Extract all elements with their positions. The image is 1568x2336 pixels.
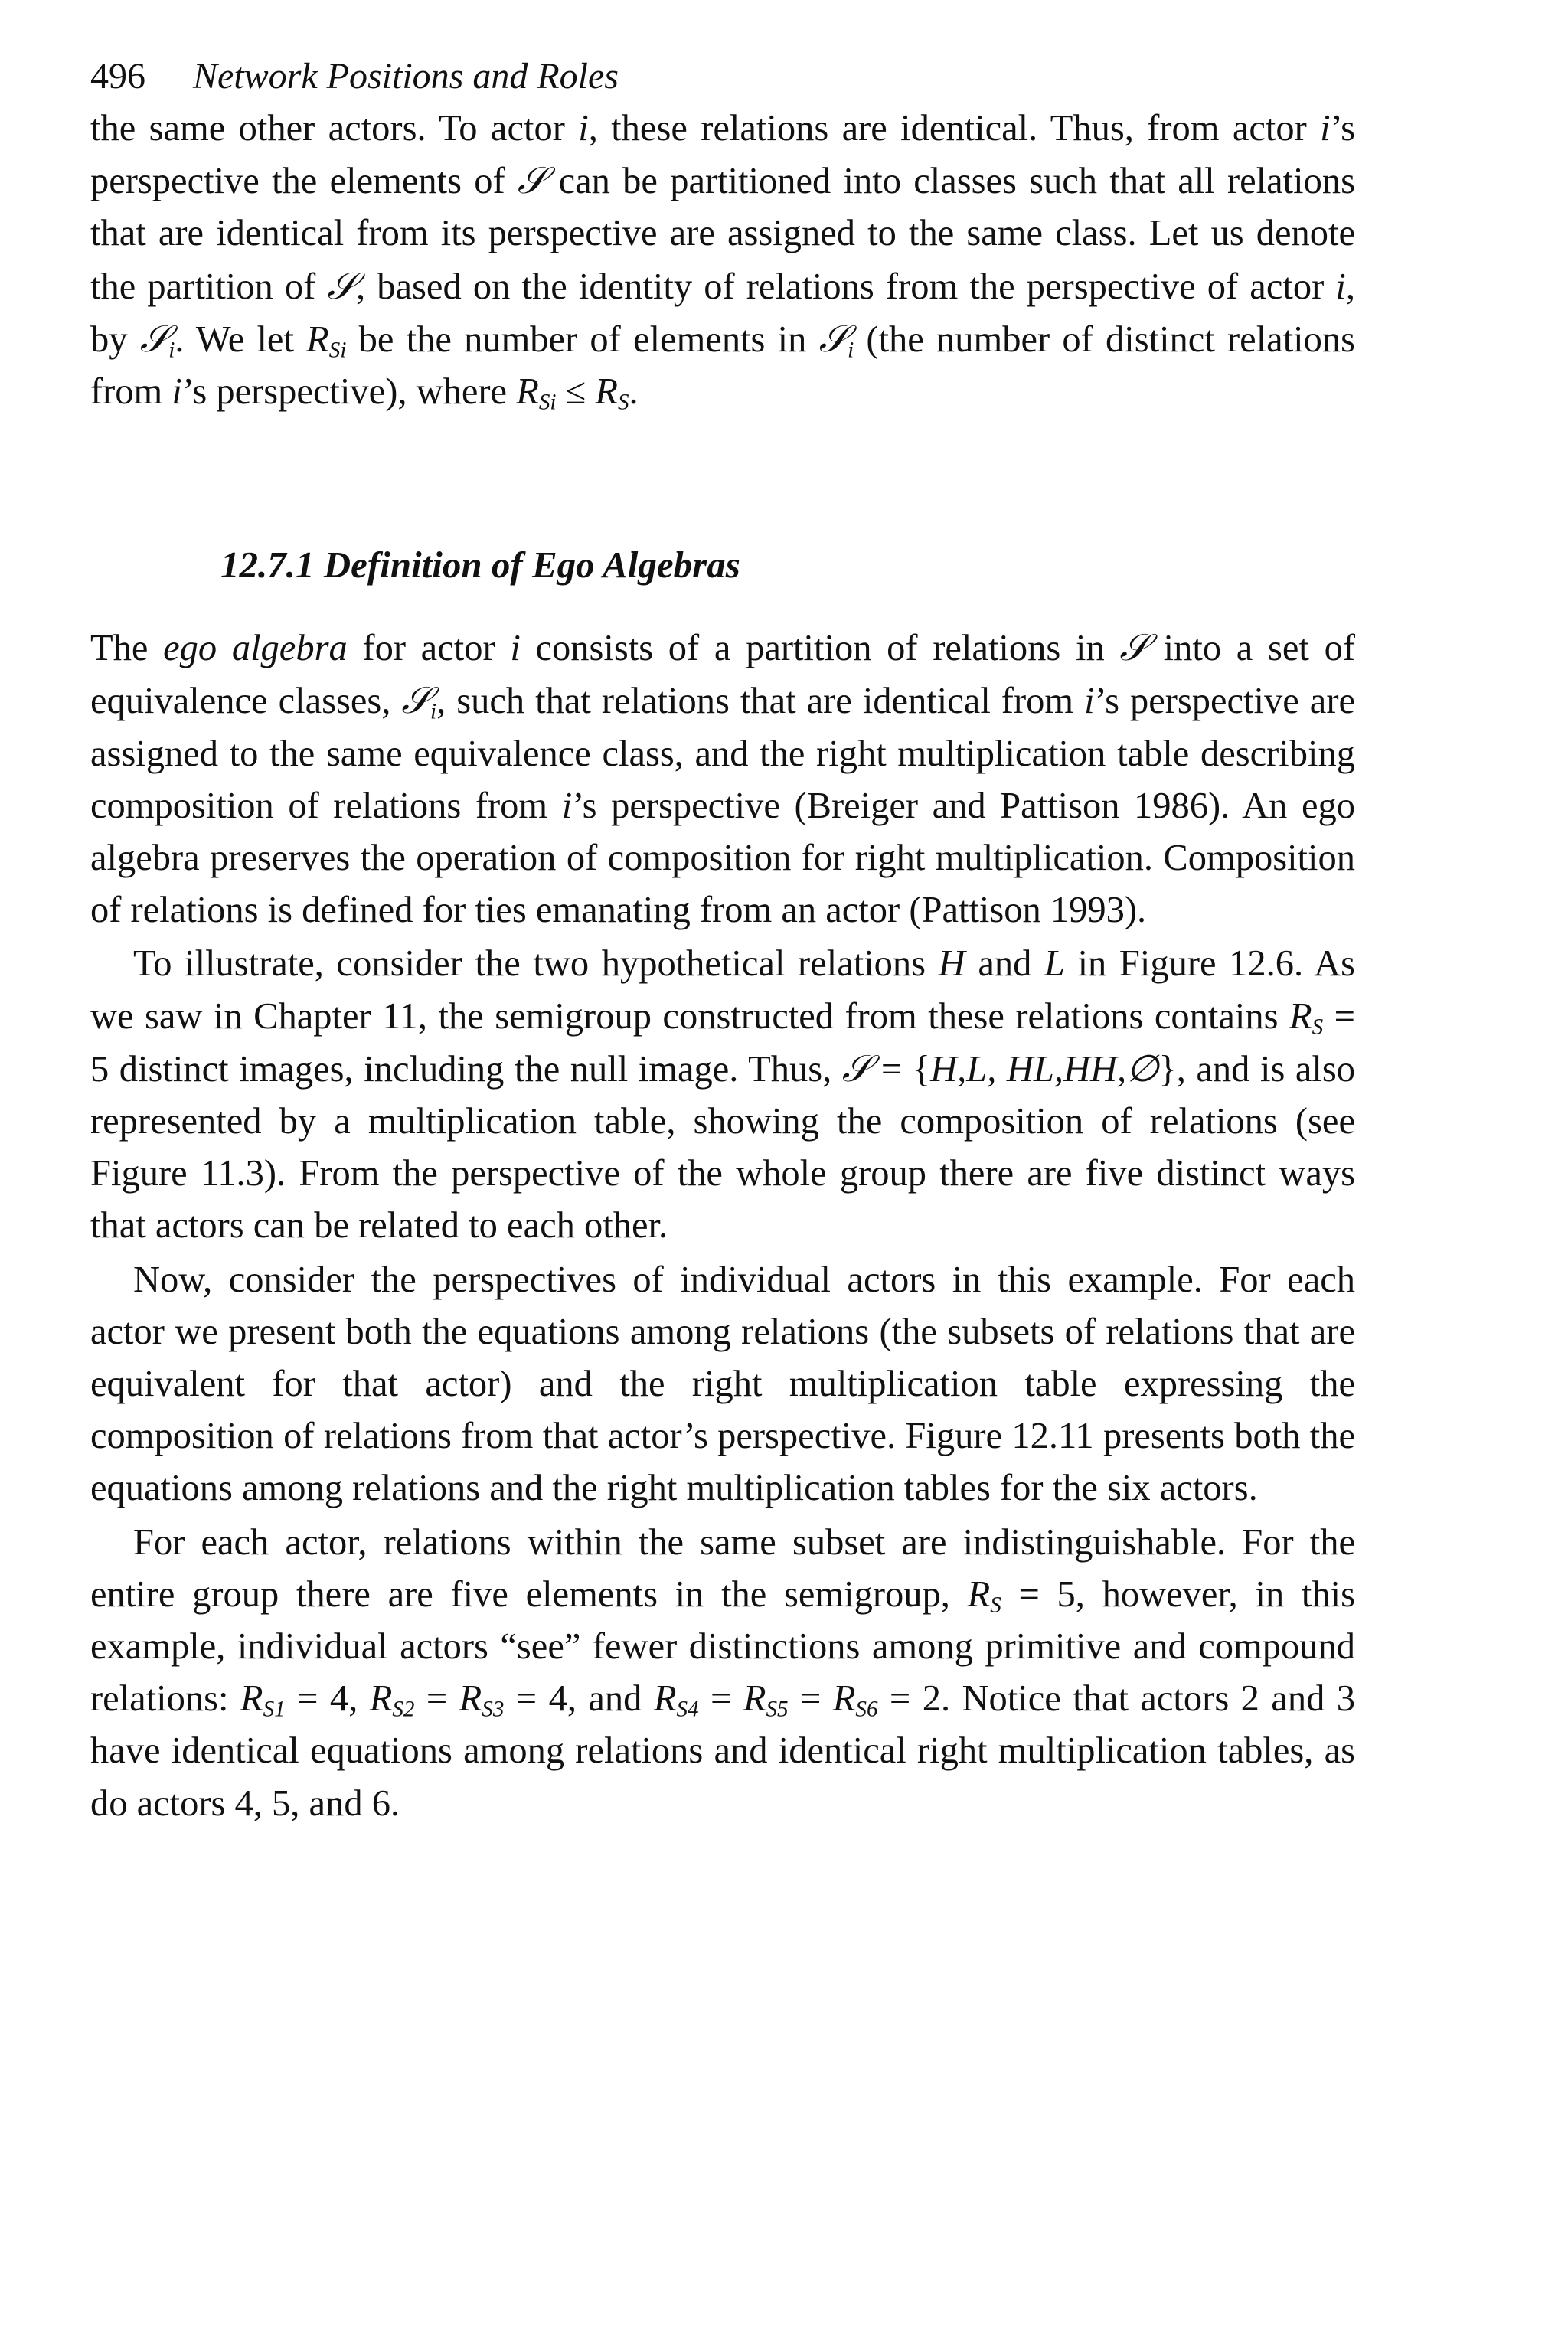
script-s-symbol: 𝒮 (327, 264, 356, 308)
paragraph-continuation: the same other actors. To actor i, these relations are identical. Thus, from actor i’s perspective the elements of 𝒮 can be partitioned into classes such that all relations that are identical from its perspective are assigned to the same class. Let us denote the partition of 𝒮, based on the identity of relations from the perspective of actor i, by 𝒮$_i$. We let $R_{Si}$ be the number of elements in 𝒮$_i$ (the number of distinct relations from i’s perspective), where $R_{Si} \le R_S$. (90, 108, 1356, 415)
script-s-symbol: 𝒮 (517, 159, 547, 203)
book-page (90, 54, 1355, 1830)
section-heading: 12.7.1 Definition of Ego Algebras (220, 544, 740, 586)
script-s-symbol: 𝒮 (139, 317, 169, 361)
paragraph-actor-distinctions: For each actor, relations within the same subset are indistinguishable. For the entire group there are five elements in the semigroup, $R_S = 5$, however, in this example, individual actors “see” fewer distinctions among primitive and compound relations: $R_{S1} = 4$, $R_{S2} = R_{S3} = 4$, and $R_{S4} = R_{S5} = R_{S6} = 2$. Notice that actors 2 and 3 have identical equations among relations and identical right multiplication tables, as do actors 4, 5, and 6. (90, 1521, 1356, 1824)
paragraph-individual-perspectives: Now, consider the perspectives of individual actors in this example. For each actor we present both the equations among relations (the subsets of relations that are equivalent for that actor) and the right multiplication table expressing the composition of relations from that actor’s perspective. Figure 12.11 presents both the equations among relations and the right multiplication tables for the six actors. (90, 1259, 1355, 1509)
running-title: Network Positions and Roles (193, 56, 619, 96)
paragraph-ego-algebra-definition: The ego algebra for actor i consists of a partition of relations in 𝒮 into a set of equivalence classes, 𝒮$_i$, such that relations that are identical from i’s perspective are assigned to the same equivalence class, and the right multiplication table describing composition of relations from i’s perspective (Breiger and Pattison 1986). An ego algebra preserves the operation of composition for right multiplication. Composition of relations is defined for ties emanating from an actor (Pattison 1993). (90, 626, 1356, 931)
script-s-symbol: 𝒮 (841, 1047, 871, 1090)
page-number: 496 (90, 56, 145, 96)
script-s-symbol: 𝒮 (818, 317, 848, 361)
paragraph-illustration: To illustrate, consider the two hypothetical relations H and L in Figure 12.6. As we saw in Chapter 11, the semigroup constructed from these relations contains $R_S = 5$ distinct images, including the null image. Thus, 𝒮 = {H,L, HL,HH,∅}, and is also represented by a multiplication table, showing the composition of relations (see Figure 11.3). From the perspective of the whole group there are five distinct ways that actors can be related to each other. (90, 943, 1356, 1246)
script-s-symbol: 𝒮 (401, 679, 430, 723)
script-s-symbol: 𝒮 (1119, 626, 1148, 670)
running-head (90, 54, 1355, 100)
defined-term: ego algebra (163, 628, 348, 669)
